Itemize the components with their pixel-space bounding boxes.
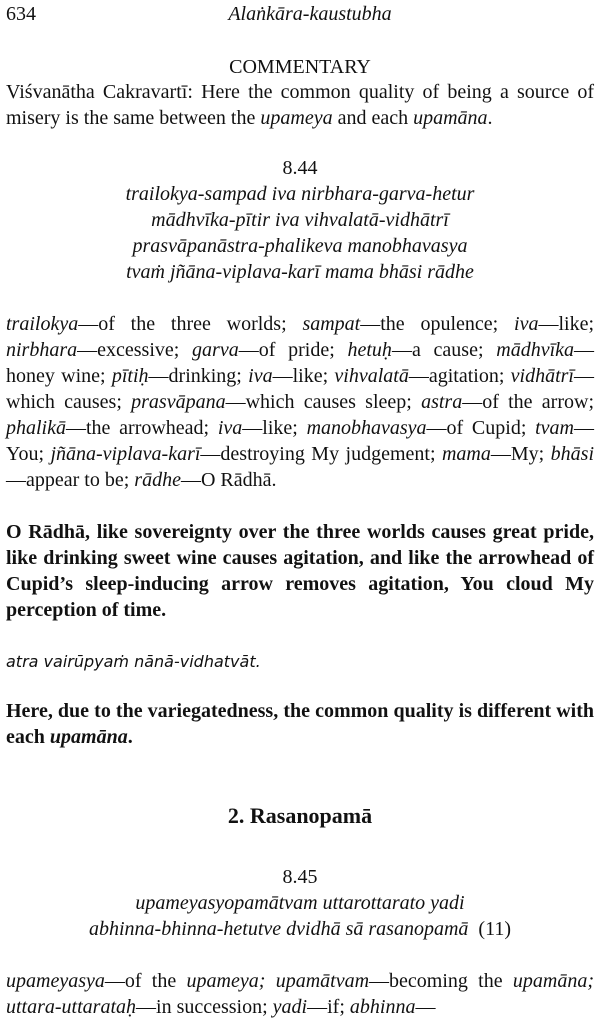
synonyms-8-44 xyxy=(6,311,594,493)
verse-8-45 xyxy=(6,864,594,942)
book-title: Alaṅkāra-kaustubha xyxy=(228,3,392,25)
running-head xyxy=(6,0,594,36)
commentary-heading: COMMENTARY xyxy=(229,56,371,78)
verse-line: abhinna-bhinna-hetutve dvidhā sā rasanopamā (11) xyxy=(89,918,511,940)
sanskrit-prose: atra vairūpyaṁ nānā-vidhatvāt. xyxy=(6,652,261,671)
book-page xyxy=(6,0,594,1020)
verse-text xyxy=(6,890,594,942)
explanation-8-44: Here, due to the variegatedness, the common quality is different with each upamāna. xyxy=(6,700,594,748)
commentary-paragraph: Viśvanātha Cakravartī: Here the common quality of being a source of misery is the same between the upameya and each upamāna. xyxy=(6,81,595,129)
verse-8-44 xyxy=(6,155,594,285)
verse-line: mādhvīka-pītir iva vihvalatā-vidhātrī xyxy=(151,209,449,231)
verse-line: trailokya-sampad iva nirbhara-garva-hetur xyxy=(125,183,475,205)
synonyms-paragraph: upameyasya—of the upameya; upamātvam—becoming the upamāna; uttara-uttarataḥ—in succession; yadi—if; abhinna— xyxy=(6,970,595,1018)
verse-number: 8.44 xyxy=(282,157,318,179)
verse-text xyxy=(6,181,594,285)
section-heading-rasanopama: 2. Rasanopamā xyxy=(227,803,373,828)
synonyms-8-45 xyxy=(6,968,594,1020)
verse-reference: (11) xyxy=(478,918,511,940)
term-upamana: upamāna xyxy=(413,107,488,129)
translation-8-44: O Rādhā, like sovereignty over the three worlds causes great pride, like drinking sweet wine causes agitation, and like the arrowhead of Cupid’s sleep-inducing arrow removes agitation, You cloud My perception of time. xyxy=(6,521,594,621)
term-upamana: upamāna xyxy=(49,726,128,748)
term-upameya: upameya xyxy=(260,107,333,129)
page-number: 634 xyxy=(6,3,36,25)
verse-number: 8.45 xyxy=(282,866,318,888)
verse-line: prasvāpanāstra-phalikeva manobhavasya xyxy=(132,235,468,257)
commentary-author: Viśvanātha Cakravartī: xyxy=(6,81,193,103)
verse-line: tvaṁ jñāna-viplava-karī mama bhāsi rādhe xyxy=(126,261,474,283)
synonyms-paragraph: trailokya—of the three worlds; sampat—the opulence; iva—like; nirbhara—excessive; garva—of pride; hetuḥ—a cause; mādhvīka—honey wine; pītiḥ—drinking; iva—like; vihvalatā—agitation; vidhātrī—which causes; prasvāpana—which causes sleep; astra—of the arrow; phalikā—the arrowhead; iva—like; manobhavasya—of Cupid; tvam—You; jñāna-viplava-karī—destroying My judgement; mama—My; bhāsi—appear to be; rādhe—O Rādhā. xyxy=(6,313,595,491)
verse-line: upameyasyopamātvam uttarottarato yadi xyxy=(135,892,465,914)
